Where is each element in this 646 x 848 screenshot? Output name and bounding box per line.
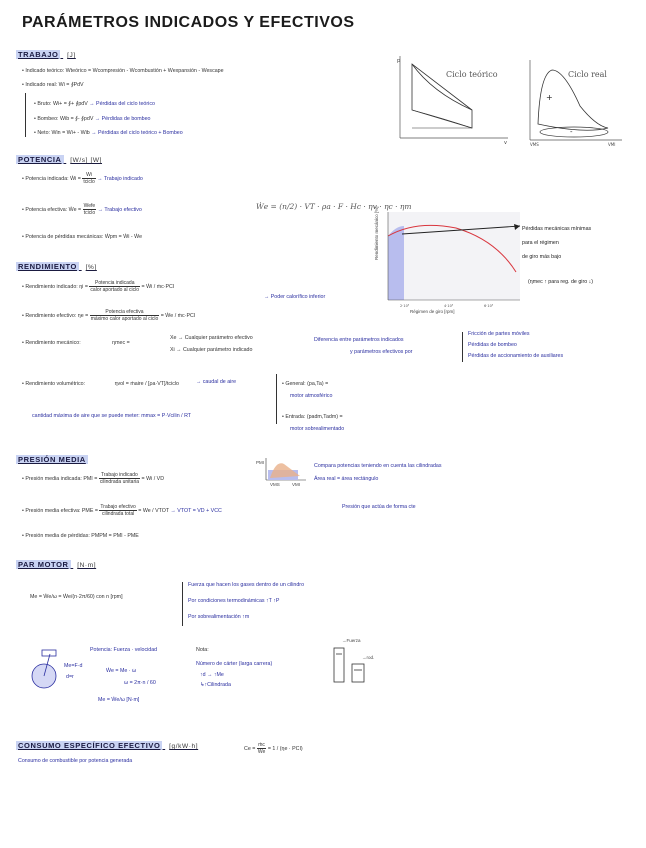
rend-efectivo-label: • Rendimiento efectivo: <box>22 312 77 319</box>
ciclo-real-label: Ciclo real <box>568 70 607 79</box>
consumo-formula: Ce = <box>244 745 256 752</box>
pot-efectiva-fraction <box>83 203 97 216</box>
presion-me-fraction <box>99 504 136 517</box>
pot-efectiva-formula: Ẇe = <box>68 206 82 213</box>
trabajo-bruto <box>34 101 155 107</box>
pot-indicada-num: Wi <box>82 172 95 179</box>
short-stroke-cylinder <box>352 664 364 682</box>
rend-mecanico-cause-1: Fricción de partes móviles <box>468 331 530 337</box>
piston <box>42 650 56 656</box>
rend-vol-general: • General: (pa,Ta) = <box>282 381 329 387</box>
presion-pm-label: • Presión media de pérdidas: <box>22 533 90 539</box>
rendimiento-unit: [%] <box>85 264 97 271</box>
rend-vol-general-note: motor atmosférico <box>290 393 333 399</box>
presion-note-1: Compara potencias teniendo en cuenta las cilindradas <box>314 463 442 469</box>
rend-mecanico-diff-2: y parámetros efectivos por <box>350 349 413 355</box>
presion-sketch-x2: VMI <box>292 482 301 487</box>
par-mech-side2: d=r <box>66 674 74 680</box>
pot-efectiva-label: • Potencia efectiva: <box>22 206 68 213</box>
rend-indicado-den: calor aportado al ciclo <box>90 287 140 293</box>
par-nota-2: ↑d → ↑Me <box>200 672 224 678</box>
potencia-unit: [W/s] [W] <box>70 157 103 164</box>
ciclo-teorico-chart <box>392 52 512 144</box>
svg-text:VMI: VMI <box>608 142 616 146</box>
presion-sketch-y: PMI <box>256 460 265 465</box>
par-nota-3: ↳↑Cilindrada <box>200 682 231 688</box>
presion-me <box>22 504 222 517</box>
rend-indicado: • Rendimiento indicado: ηi = $\frac{\text{Potencia indicada}}{\text{calor aportado al ciclo}}$ = Ẇi / ṁc·PCI <box>22 280 175 293</box>
potencia-indicada <box>22 172 143 185</box>
svg-text:v: v <box>504 140 507 144</box>
real-minus-sign: - <box>570 128 573 136</box>
presion-me-after: → VTOT = VD + VCC <box>170 507 222 514</box>
par-mech-eq1: Ẇe = Me · ω <box>106 668 137 674</box>
par-nota-heading: Nota: <box>196 647 209 653</box>
ciclo-teorico-label: Ciclo teórico <box>446 70 498 79</box>
section-trabajo-heading <box>16 50 76 59</box>
trabajo-heading: TRABAJO <box>18 50 59 59</box>
pot-indicada-label: • Potencia indicada: <box>22 175 69 182</box>
presion-mi <box>22 472 164 485</box>
svg-text:p: p <box>397 58 401 64</box>
graph-footer: (ηmec ↑ para reg. de giro ↓) <box>528 279 594 285</box>
section-presion-heading <box>16 455 88 464</box>
par-cylinder-sketch <box>330 642 370 686</box>
potencia-efectiva <box>22 203 142 216</box>
par-mech-eq3: Me = Ẇe/ω [N·m] <box>98 697 140 703</box>
consumo-num: ṁc <box>258 742 265 748</box>
pot-efectiva-note: → Trabajo efectivo <box>97 206 142 213</box>
presion-me-den: cilindrada total <box>101 511 135 517</box>
neto-formula: Win = Wi+ - Wib <box>51 130 90 136</box>
pot-perdidas-label: • Potencia de pérdidas mecánicas: <box>22 234 104 240</box>
page-title: PARÁMETROS INDICADOS Y EFECTIVOS <box>22 14 355 31</box>
par-nota-1: Número de cárter (larga carrera) <box>196 661 273 667</box>
consumo-heading: CONSUMO ESPECÍFICO EFECTIVO <box>18 741 161 750</box>
rend-vol-label: • Rendimiento volumétrico: <box>22 381 86 387</box>
graph-y-label: Rendimiento mecánico [%] <box>374 206 379 260</box>
svg-text:6·10³: 6·10³ <box>484 304 494 308</box>
rend-efectivo-den: máximo calor aportado al ciclo <box>90 316 159 322</box>
presion-pm-formula: PMPM = PMI - PME <box>91 533 139 539</box>
presion-me-formula: PME = <box>81 507 98 514</box>
potencia-perdidas <box>22 234 142 240</box>
pot-indicada-note: → Trabajo indicado <box>97 175 143 182</box>
long-stroke-cylinder <box>334 648 344 682</box>
trabajo-bombeo <box>34 116 151 122</box>
rend-efectivo-num: Potencia efectiva <box>90 309 160 316</box>
rend-mecanico-cause-2: Pérdidas de bombeo <box>468 342 517 348</box>
rend-indicado-formula: ηi = <box>79 283 88 290</box>
consumo-fraction <box>257 742 267 755</box>
rend-vol-entrada: • Entrada: (padm,Tadm) = <box>282 414 343 420</box>
rend-vol-bracket <box>276 374 277 424</box>
trabajo-bracket <box>25 93 26 137</box>
presion-me-eq: = We / VTOT <box>138 507 170 514</box>
par-unit: [N·m] <box>77 562 97 569</box>
rend-indicado-num: Potencia indicada <box>89 280 140 287</box>
par-mech-top: Potencia: Fuerza · velocidad <box>90 647 158 653</box>
real-plus-sign: + <box>546 93 553 102</box>
par-heading: PAR MOTOR <box>18 560 69 569</box>
par-fig-2: →rod. <box>362 655 375 660</box>
rend-efectivo-formula: ηe = <box>77 312 89 319</box>
svg-text:2·10³: 2·10³ <box>400 304 410 308</box>
trabajo-line-1: • Indicado teórico: Wteórico = Wcompresión - Wcombustión + Wexpansión - Wescape <box>22 68 224 74</box>
rendimiento-heading: RENDIMIENTO <box>18 262 77 271</box>
rend-indicado-label: • Rendimiento indicado: <box>22 283 78 290</box>
presion-mi-formula: PMI = <box>83 475 98 482</box>
bruto-formula: Wi+ = ∮+ ∮pdV <box>52 101 88 107</box>
par-mech-side: Me=F·d <box>64 663 83 669</box>
par-note-2: Por condiciones termodinámicas ↑T ↑P <box>188 598 280 604</box>
svg-text:4·10³: 4·10³ <box>444 304 454 308</box>
consumo-unit: [g/kW·h] <box>169 743 199 750</box>
real-pumping-loop <box>540 127 608 137</box>
presion-heading: PRESIÓN MEDIA <box>18 455 86 464</box>
rend-mecanico-bracket <box>462 332 463 362</box>
rend-vol-entrada-note: motor sobrealimentado <box>290 426 345 432</box>
presion-sketch <box>258 456 308 486</box>
graph-note-1: Pérdidas mecánicas mínimas <box>522 226 592 232</box>
par-note-1: Fuerza que hacen los gases dentro de un cilindro <box>188 582 305 588</box>
pot-indicada-den: tciclo <box>83 179 95 185</box>
bombeo-label: • Bombeo: <box>34 116 59 122</box>
bombeo-formula: Wib = ∮- ∮pdV <box>60 116 94 122</box>
bombeo-note: → Pérdidas de bombeo <box>94 116 151 122</box>
trabajo-neto <box>34 130 183 136</box>
par-bracket <box>182 582 183 626</box>
pot-perdidas-formula: Ẇpm = Ẇi - Ẇe <box>104 234 143 240</box>
trabajo-unit: [J] <box>67 52 76 59</box>
par-fig-1: →Fuerza <box>342 638 361 643</box>
presion-pm <box>22 533 139 539</box>
presion-mi-den: cilindrada unitaria <box>99 479 140 485</box>
presion-note-2: Área real = área rectángulo <box>314 476 379 482</box>
pot-efectiva-num: Wefe <box>83 203 96 209</box>
rend-mecanico-xe: Xe → Cualquier parámetro efectivo <box>170 335 253 341</box>
consumo-desc: Consumo de combustible por potencia generada <box>18 758 133 764</box>
par-formula: Me = Ẇe/ω = Ẇe/(n·2π/60) con n [rpm] <box>30 594 123 600</box>
rend-mecanico-diff-1: Diferencia entre parámetros indicados <box>314 337 404 343</box>
presion-mi-eq: = Wi / VD <box>141 475 165 482</box>
presion-sketch-x1: VMS <box>270 482 280 487</box>
neto-label: • Neto: <box>34 130 50 136</box>
par-note-3: Por sobrealimentación ↑m <box>188 614 250 620</box>
presion-me-note: Presión que actúa de forma cte <box>342 504 416 510</box>
rend-efectivo-fraction <box>90 309 160 322</box>
rend-volumetrico: • Rendimiento volumétrico: ηvol = ṁaire / [ρa·VT]/tciclo <box>22 381 179 387</box>
par-mech-eq2: ω = 2π·n / 60 <box>124 680 156 686</box>
pot-indicada-formula: Ẇi = <box>70 175 81 182</box>
consumo-eq: = 1 / (ηe · PCI) <box>267 745 303 752</box>
graph-note-3: de giro más bajo <box>522 254 562 260</box>
trabajo-line-2: • Indicado real: Wi = ∮PdV <box>22 82 84 88</box>
consumo-den: Ẇe <box>257 749 266 755</box>
rend-mecanico-cause-3: Pérdidas de accionamiento de auxiliares <box>468 353 564 359</box>
section-rendimiento-heading <box>16 262 97 271</box>
rend-vol-bottom: cantidad máxima de aire que se puede meter: mmax = P·Vcilin / RT <box>32 413 192 419</box>
rend-vol-formula: ηvol = <box>114 381 129 387</box>
rend-mecanico-formula: ηmec = <box>112 340 130 346</box>
consumo-formula-line <box>244 742 303 755</box>
rend-mecanico-label: • Rendimiento mecánico: <box>22 340 81 346</box>
presion-mi-label: • Presión media indicada: <box>22 475 82 482</box>
presion-mi-fraction <box>99 472 140 485</box>
bruto-label: • Bruto: <box>34 101 52 107</box>
rend-indicado-note: → Poder calorífico inferior <box>264 294 326 300</box>
rend-vol-note: → caudal de aire <box>196 379 237 385</box>
rend-mecanico <box>22 340 130 346</box>
rend-indicado-fraction <box>89 280 140 293</box>
neto-note: → Pérdidas del ciclo teórico + Bombeo <box>91 130 183 136</box>
section-consumo-heading <box>16 741 198 750</box>
graph-arrow <box>400 222 525 242</box>
potencia-heading: POTENCIA <box>18 155 62 164</box>
presion-me-num: Trabajo efectivo <box>100 504 136 510</box>
section-potencia-heading <box>16 155 102 164</box>
bruto-note: → Pérdidas del ciclo teórico <box>89 101 155 107</box>
rend-mecanico-xi: Xi → Cualquier parámetro indicado <box>170 347 253 353</box>
presion-me-label: • Presión media efectiva: <box>22 507 81 514</box>
potencia-equation: Ẇe = (n/2) · VT · ρa · F · Hc · ηv · ηc · ηm <box>256 202 412 211</box>
rend-efectivo: • Rendimiento efectivo: ηe = $\frac{\text{Potencia efectiva}}{\text{máximo calor aportado al ciclo}}$ = Ẇe / ṁc·PCI <box>22 309 196 322</box>
graph-x-label: Régimen de giro [rpm] <box>410 309 455 314</box>
par-mechanism-sketch <box>28 648 68 692</box>
svg-text:VMS: VMS <box>530 142 539 146</box>
section-par-heading <box>16 560 96 569</box>
pot-efectiva-den: tciclo <box>83 210 96 216</box>
presion-mi-num: Trabajo indicado <box>99 472 140 479</box>
pot-indicada-fraction <box>82 172 95 185</box>
graph-note-2: para el régimen <box>522 240 559 246</box>
